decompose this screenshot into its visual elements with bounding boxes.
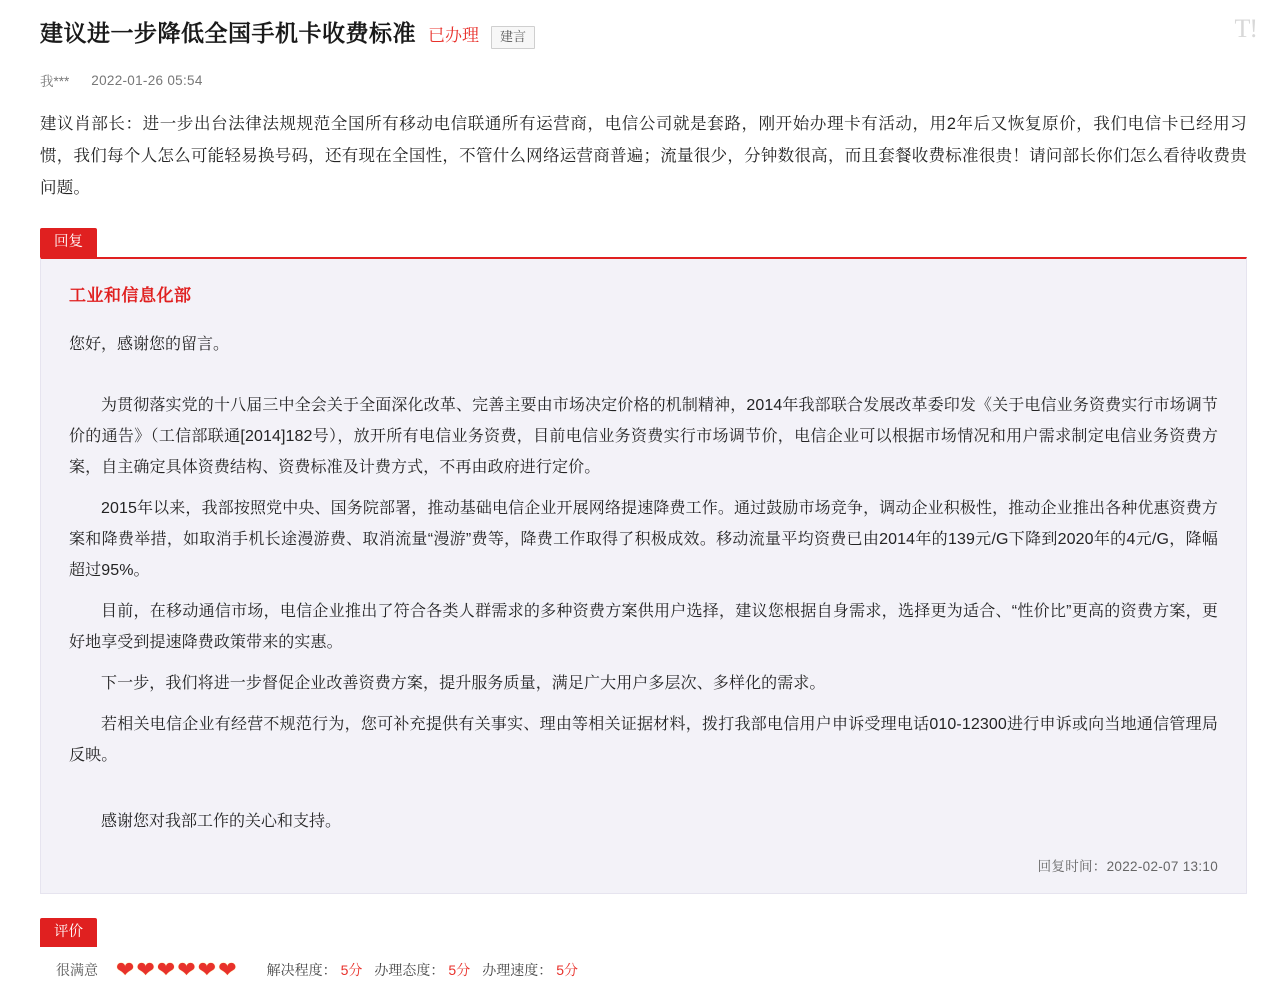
heart-icon: ❤ (197, 957, 217, 982)
score-label: 解决程度： (266, 962, 337, 978)
score-value: 5分 (448, 962, 471, 978)
post-header (40, 0, 1247, 52)
satisfaction-level: 很满意 (56, 962, 98, 978)
heart-rating (116, 959, 239, 981)
score-label: 办理速度： (482, 962, 553, 978)
heart-icon: ❤ (136, 957, 155, 982)
reply-paragraph: 下一步，我们将进一步督促企业改善资费方案，提升服务质量，满足广大用户多层次、多样化的需求。 (101, 675, 826, 692)
score-value: 5分 (340, 962, 363, 978)
page-title: 建议进一步降低全国手机卡收费标准 (40, 20, 416, 46)
post-meta (40, 70, 1247, 90)
score-list (267, 960, 590, 980)
heart-icon: ❤ (156, 957, 176, 982)
reply-timestamp (69, 855, 1218, 875)
reply-department: 工业和信息化部 (69, 286, 192, 305)
reply-paragraph: 目前，在移动通信市场，电信企业推出了符合各类人群需求的多种资费方案供用户选择，建议您根据自身需求，选择更为适合、“性价比”更高的资费方案，更好地享受到提速降费政策带来的实惠。 (69, 603, 1218, 651)
reply-time-value: 2022-02-07 13:10 (1106, 859, 1218, 874)
author-name: 我*** (40, 74, 70, 89)
reply-paragraph: 为贯彻落实党的十八届三中全会关于全面深化改革、完善主要由市场决定价格的机制精神，2014年我部联合发展改革委印发《关于电信业务资费实行市场调节价的通告》（工信部联通[2014]182号），放开所有电信业务资费，目前电信业务资费实行市场调节价，电信企业可以根据市场情况和用户需求制定电信业务资费方案，自主确定具体资费结构、资费标准及计费方式，不再由政府进行定价。 (69, 397, 1218, 476)
heart-icon: ❤ (116, 957, 135, 982)
score-item (267, 960, 363, 980)
reply-label: 回复 (40, 228, 97, 257)
evaluation-label: 评价 (40, 918, 97, 947)
reply-closing: 感谢您对我部工作的关心和支持。 (101, 813, 342, 830)
reply-paragraph: 若相关电信企业有经营不规范行为，您可补充提供有关事实、理由等相关证据材料，拨打我部电信用户申诉受理电话010-12300进行申诉或向当地通信管理局反映。 (69, 716, 1218, 764)
category-tag[interactable]: 建言 (491, 26, 535, 49)
score-label: 办理态度： (374, 962, 445, 978)
reply-time-label: 回复时间： (1037, 859, 1107, 874)
reply-section-header (40, 228, 1247, 257)
heart-icon: ❤ (177, 957, 196, 982)
site-logo: T! (1234, 14, 1257, 43)
score-item (482, 960, 578, 980)
heart-icon: ❤ (218, 957, 237, 982)
question-body: 建议肖部长：进一步出台法律法规规范全国所有移动电信联通所有运营商，电信公司就是套路，刚开始办理卡有活动，用2年后又恢复原价，我们电信卡已经用习惯，我们每个人怎么可能轻易换号码，还有现在全国性，不管什么网络运营商普遍；流量很少，分钟数很高，而且套餐收费标准很贵！请问部长你们怎么看待收费贵问题。 (40, 115, 1247, 197)
evaluation-row (40, 959, 1247, 981)
reply-paragraph: 2015年以来，我部按照党中央、国务院部署，推动基础电信企业开展网络提速降费工作。通过鼓励市场竞争，调动企业积极性，推动企业推出各种优惠资费方案和降费举措，如取消手机长途漫游费、取消流量“漫游”费等，降费工作取得了积极成效。移动流量平均资费已由2014年的139元/G下降到2020年的4元/G，降幅超过95%。 (69, 500, 1218, 579)
post-date: 2022-01-26 05:54 (91, 72, 203, 88)
evaluation-section-header (40, 918, 1247, 947)
reply-greeting: 您好，感谢您的留言。 (69, 336, 230, 353)
score-item (374, 960, 470, 980)
score-value: 5分 (556, 962, 579, 978)
status-badge: 已办理 (428, 26, 479, 45)
reply-box (40, 257, 1247, 894)
